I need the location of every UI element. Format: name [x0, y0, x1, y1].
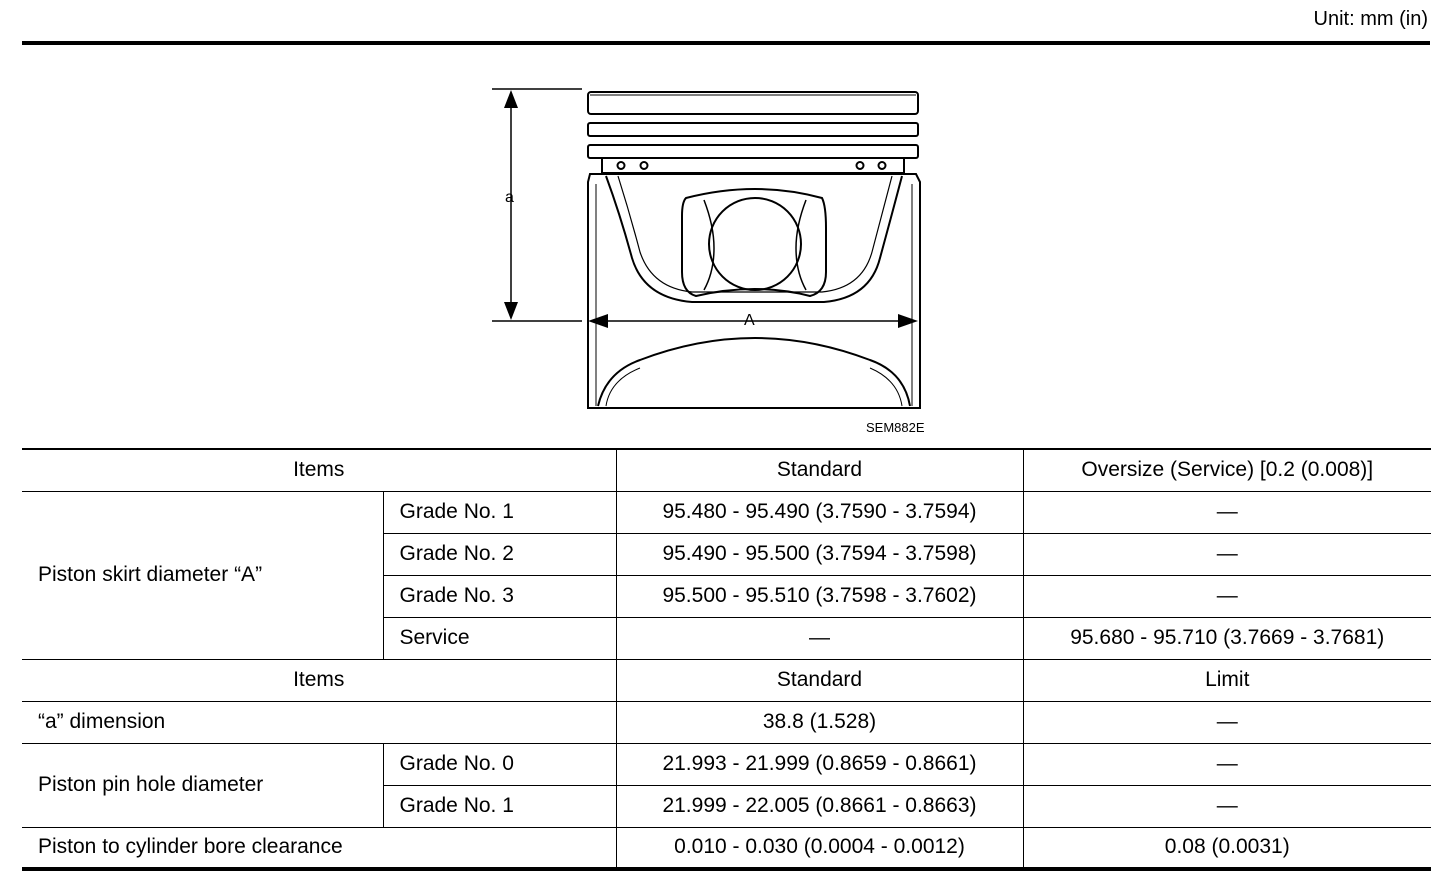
top-divider [22, 41, 1430, 45]
piston-skirt-cutout [606, 176, 902, 302]
table-header-row [22, 449, 1431, 491]
piston-pin-hole [709, 198, 801, 290]
grade-cell: Grade No. 1 [383, 785, 616, 827]
table-row [22, 743, 1431, 785]
standard-cell: 21.993 - 21.999 (0.8659 - 0.8661) [616, 743, 1023, 785]
oversize-cell: — [1023, 575, 1431, 617]
standard-cell: 0.010 - 0.030 (0.0004 - 0.0012) [616, 827, 1023, 869]
header-items: Items [22, 659, 616, 701]
table-row [22, 827, 1431, 869]
oversize-cell: — [1023, 491, 1431, 533]
table-row [22, 491, 1431, 533]
header-standard: Standard [616, 659, 1023, 701]
clearance-label: Piston to cylinder bore clearance [22, 827, 616, 869]
standard-cell: 95.480 - 95.490 (3.7590 - 3.7594) [616, 491, 1023, 533]
oversize-cell: — [1023, 533, 1431, 575]
standard-cell: 38.8 (1.528) [616, 701, 1023, 743]
header-standard: Standard [616, 449, 1023, 491]
unit-label: Unit: mm (in) [1313, 8, 1428, 30]
limit-cell: — [1023, 701, 1431, 743]
header-items: Items [22, 449, 616, 491]
standard-cell: — [616, 617, 1023, 659]
header-oversize: Oversize (Service) [0.2 (0.008)] [1023, 449, 1431, 491]
piston-body-outline [588, 174, 920, 408]
limit-cell: — [1023, 785, 1431, 827]
dimension-A-label: A [744, 312, 755, 329]
grade-cell: Service [383, 617, 616, 659]
piston-crown-arc [598, 338, 910, 406]
grade-cell: Grade No. 1 [383, 491, 616, 533]
limit-cell: 0.08 (0.0031) [1023, 827, 1431, 869]
pin-hole-label: Piston pin hole diameter [22, 743, 383, 827]
standard-cell: 95.500 - 95.510 (3.7598 - 3.7602) [616, 575, 1023, 617]
piston-spec-table [22, 448, 1431, 871]
header-limit: Limit [1023, 659, 1431, 701]
dimension-a-label: a [505, 189, 514, 206]
oversize-cell: 95.680 - 95.710 (3.7669 - 3.7681) [1023, 617, 1431, 659]
table-row [22, 701, 1431, 743]
a-dimension-label: “a” dimension [22, 701, 616, 743]
piston-ring-land-3 [588, 145, 918, 158]
figure-code: SEM882E [866, 420, 925, 435]
standard-cell: 95.490 - 95.500 (3.7594 - 3.7598) [616, 533, 1023, 575]
skirt-diameter-label: Piston skirt diameter “A” [22, 491, 383, 659]
grade-cell: Grade No. 2 [383, 533, 616, 575]
limit-cell: — [1023, 743, 1431, 785]
table-header-row [22, 659, 1431, 701]
piston-ring-land-2 [588, 123, 918, 136]
standard-cell: 21.999 - 22.005 (0.8661 - 0.8663) [616, 785, 1023, 827]
grade-cell: Grade No. 0 [383, 743, 616, 785]
grade-cell: Grade No. 3 [383, 575, 616, 617]
piston-diagram [470, 76, 950, 442]
